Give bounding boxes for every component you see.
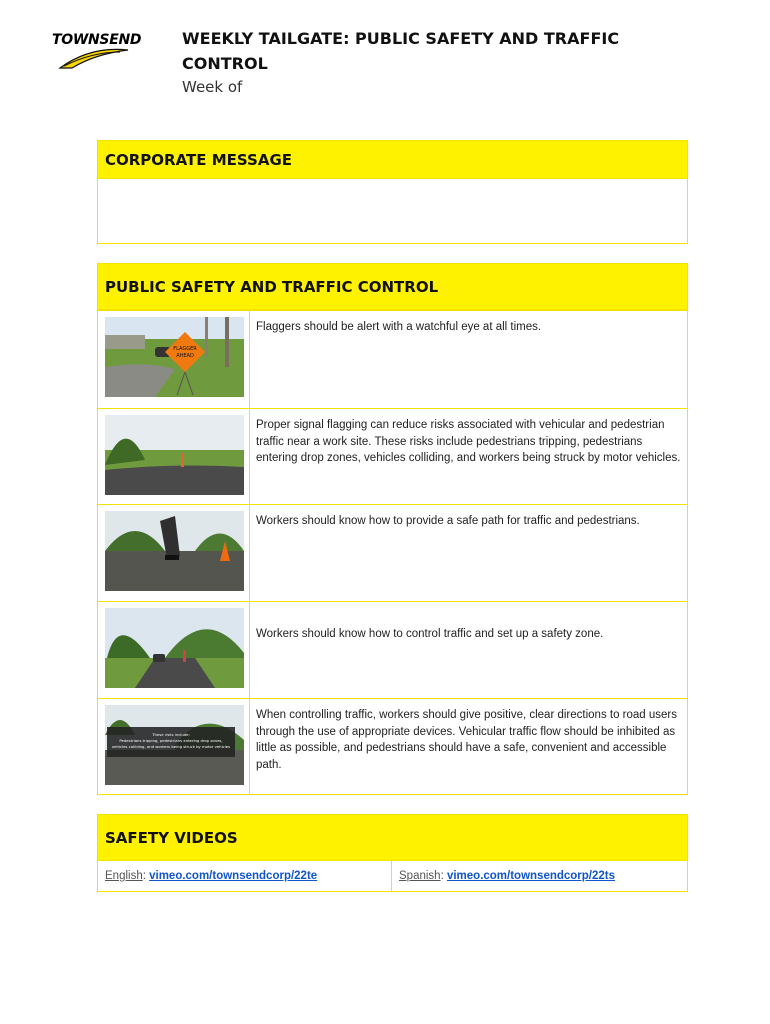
logo-wordmark: TOWNSEND	[52, 32, 142, 48]
safety-videos-section	[97, 814, 688, 892]
corporate-message-header	[98, 141, 687, 179]
flagger-on-road-photo	[105, 415, 244, 495]
traffic-control-zone-photo	[105, 608, 244, 688]
townsend-logo	[50, 28, 142, 74]
corporate-message-heading: CORPORATE MESSAGE	[105, 150, 293, 169]
traffic-row-image-cell	[98, 505, 250, 601]
worker-walking-road-photo	[105, 511, 244, 591]
traffic-control-header	[98, 264, 687, 310]
traffic-row-text: Workers should know how to provide a safe path for traffic and pedestrians.	[256, 515, 640, 527]
safety-videos-links-row	[98, 861, 687, 891]
traffic-control-section	[97, 263, 688, 795]
sign-text-line-2: AHEAD	[176, 353, 194, 359]
traffic-row-image-cell	[98, 699, 250, 794]
video-caption-line-2: Pedestrians tripping, pedestrians entering drop zones,	[119, 738, 223, 743]
spanish-label: Spanish	[399, 870, 441, 882]
traffic-row	[98, 504, 687, 601]
traffic-row-text: When controlling traffic, workers should give positive, clear directions to road users through the use of appropriate devices. Vehicular traffic flow should be inhibited as little as possible, and pedestrians should have a safe, convenient and accessible path.	[256, 709, 678, 771]
video-caption-photo	[105, 705, 244, 785]
corporate-message-section	[97, 140, 688, 244]
traffic-row	[98, 601, 687, 698]
week-of-label: Week of	[182, 78, 243, 96]
safety-videos-header	[98, 815, 687, 861]
traffic-row-image-cell	[98, 311, 250, 408]
traffic-row-image-cell	[98, 409, 250, 504]
english-video-link[interactable]: vimeo.com/townsendcorp/22te	[149, 870, 318, 882]
safety-videos-heading: SAFETY VIDEOS	[105, 828, 238, 847]
english-video-cell: English: vimeo.com/townsendcorp/22te	[98, 861, 392, 891]
corporate-message-body	[98, 179, 687, 243]
traffic-row-image-cell	[98, 602, 250, 698]
video-caption-line-1: These risks include:	[152, 732, 190, 737]
page-header	[182, 26, 652, 96]
traffic-row	[98, 408, 687, 504]
spanish-video-cell: Spanish: vimeo.com/townsendcorp/22ts	[399, 870, 616, 882]
traffic-row-text: Workers should know how to control traffic and set up a safety zone.	[256, 628, 604, 640]
traffic-row-text: Flaggers should be alert with a watchful eye at all times.	[256, 321, 542, 333]
flagger-ahead-sign-photo	[105, 317, 244, 397]
page-title: WEEKLY TAILGATE: PUBLIC SAFETY AND TRAFFIC CONTROL	[182, 29, 620, 73]
townsend-logo-mark	[50, 28, 142, 74]
traffic-row	[98, 698, 687, 794]
sign-text-line-1: FLAGGER	[173, 346, 197, 352]
traffic-row	[98, 310, 687, 408]
video-caption-line-3: vehicles colliding, and workers being struck by motor vehicles	[111, 744, 231, 749]
traffic-row-text: Proper signal flagging can reduce risks associated with vehicular and pedestrian traffic near a work site. These risks include pedestrians tripping, pedestrians entering drop zones, vehicles colliding, and workers being struck by motor vehicles.	[256, 419, 681, 464]
english-label: English	[105, 870, 143, 882]
traffic-control-heading: PUBLIC SAFETY AND TRAFFIC CONTROL	[105, 277, 439, 296]
spanish-video-link[interactable]: vimeo.com/townsendcorp/22ts	[446, 870, 616, 882]
